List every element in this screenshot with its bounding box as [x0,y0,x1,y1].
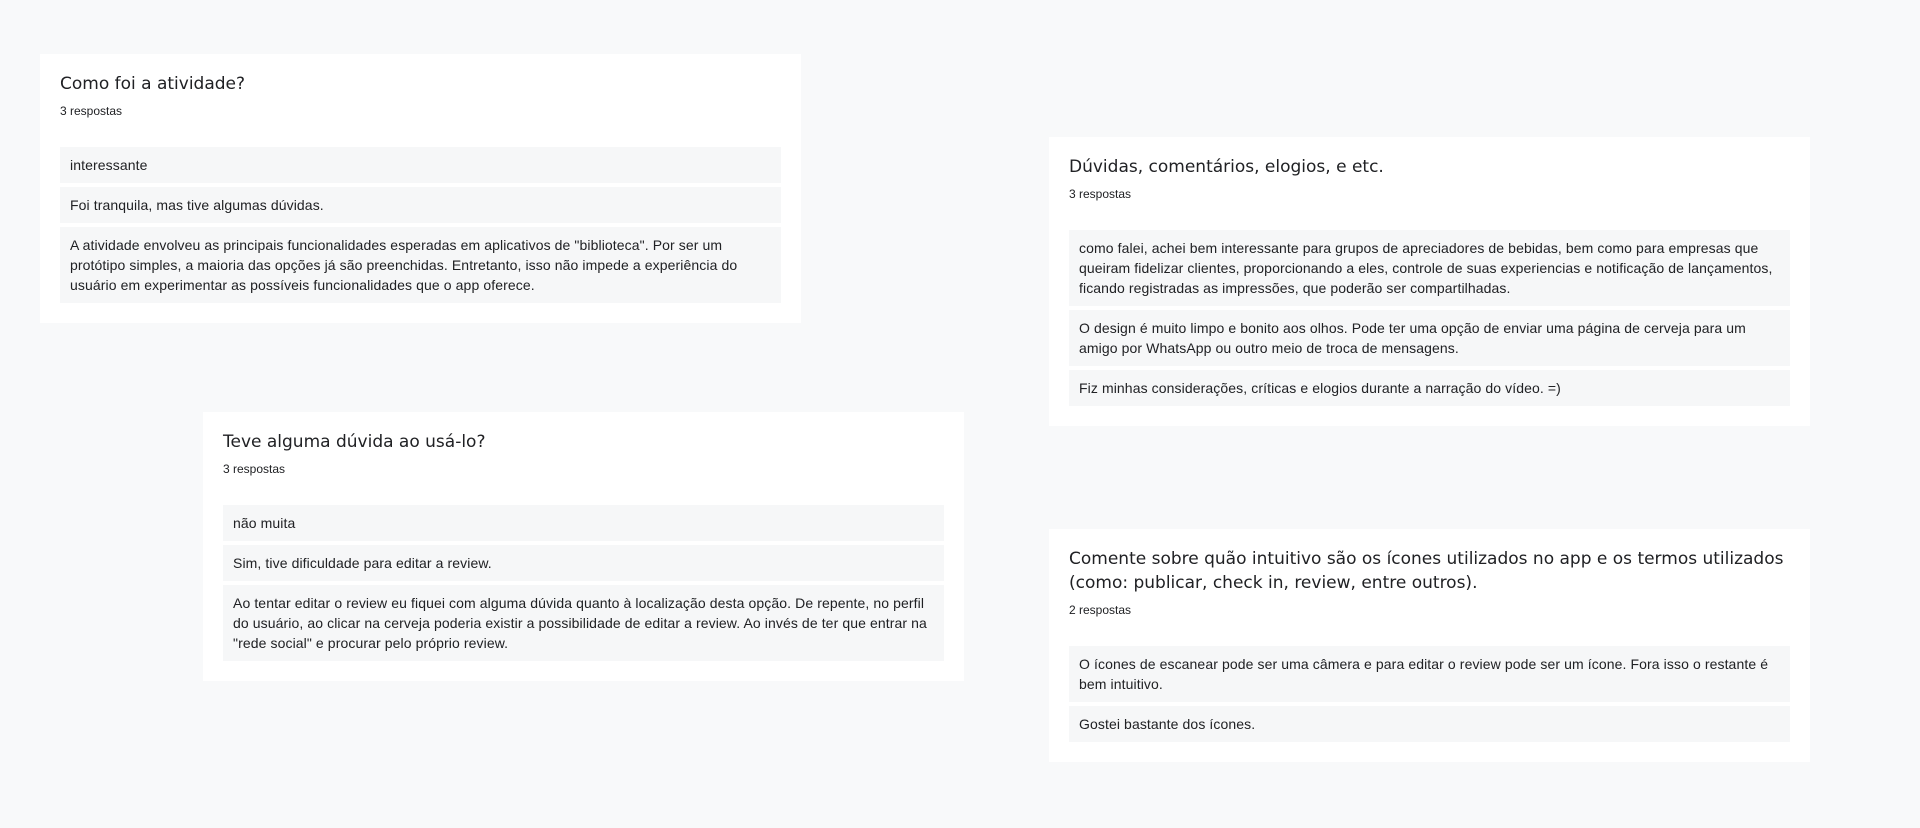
response-item: Fiz minhas considerações, críticas e elogios durante a narração do vídeo. =) [1069,370,1790,406]
response-item: interessante [60,147,781,183]
response-card-teve-duvida [203,412,964,681]
response-card-como-foi [40,54,801,323]
response-item: O ícones de escanear pode ser uma câmera e para editar o review pode ser um ícone. Fora isso o restante é bem intuitivo. [1069,646,1790,702]
response-item: Ao tentar editar o review eu fiquei com alguma dúvida quanto à localização desta opção. De repente, no perfil do usuário, ao clicar na cerveja poderia existir a possibilidade de editar a review. Ao invés de ter que entrar na "rede social" e procurar pelo próprio review. [223,585,944,661]
response-count: 3 respostas [1069,187,1132,201]
response-item: Sim, tive dificuldade para editar a review. [223,545,944,581]
question-title: Teve alguma dúvida ao usá-lo? [223,432,486,452]
response-list [1069,230,1790,406]
response-card-icones-termos [1049,529,1810,762]
response-count: 3 respostas [60,104,123,118]
response-count: 3 respostas [223,462,286,476]
question-title: Comente sobre quão intuitivo são os ícones utilizados no app e os termos utilizados (como: publicar, check in, review, entre outros). [1069,549,1784,593]
response-item: A atividade envolveu as principais funcionalidades esperadas em aplicativos de "biblioteca". Por ser um protótipo simples, a maioria das opções já são preenchidas. Entretanto, isso não impede a experiência do usuário em experimentar as possíveis funcionalidades que o app oferece. [60,227,781,303]
response-item: Gostei bastante dos ícones. [1069,706,1790,742]
response-list [1069,646,1790,742]
response-list [223,505,944,661]
response-count: 2 respostas [1069,603,1132,617]
response-card-duvidas-comentarios [1049,137,1810,426]
response-item: não muita [223,505,944,541]
response-list [60,147,781,303]
response-item: O design é muito limpo e bonito aos olhos. Pode ter uma opção de enviar uma página de cerveja para um amigo por WhatsApp ou outro meio de troca de mensagens. [1069,310,1790,366]
question-title: Dúvidas, comentários, elogios, e etc. [1069,157,1384,177]
response-item: Foi tranquila, mas tive algumas dúvidas. [60,187,781,223]
question-title: Como foi a atividade? [60,74,246,94]
response-item: como falei, achei bem interessante para grupos de apreciadores de bebidas, bem como para empresas que queiram fidelizar clientes, proporcionando a eles, controle de suas experiencias e notificação de lançamentos, ficando registradas as impressões, que poderão ser compartilhadas. [1069,230,1790,306]
